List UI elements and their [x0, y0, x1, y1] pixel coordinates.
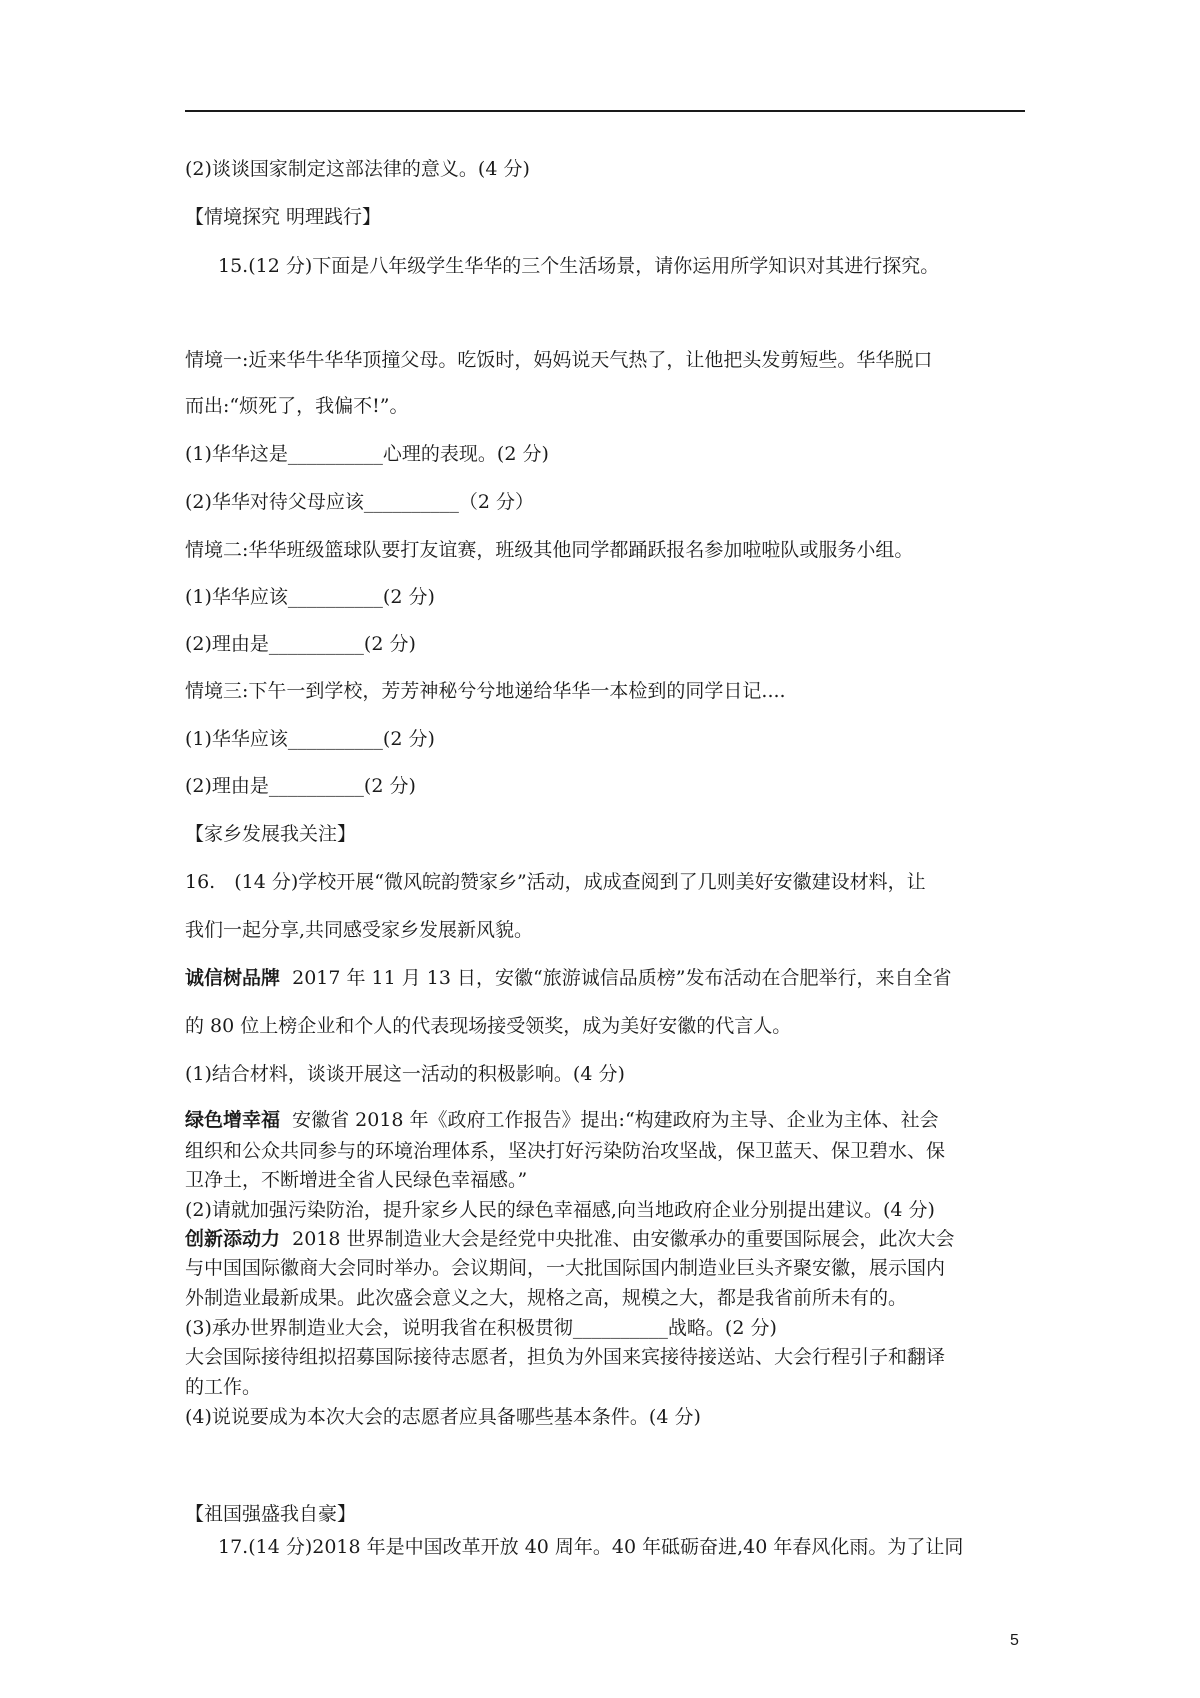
- q16-sub2: (2)请就加强污染防治，提升家乡人民的绿色幸福感,向当地政府企业分别提出建议。(4 分): [185, 1199, 935, 1221]
- q16-stem-line2: 我们一起分享,共同感受家乡发展新风貌。: [185, 919, 534, 941]
- material-4-line1: 大会国际接待组拟招募国际接待志愿者，担负为外国来宾接待接送站、大会行程引子和翻译: [185, 1346, 946, 1368]
- material-1-line2: 的 80 位上榜企业和个人的代表现场接受领奖，成为美好安徽的代言人。: [185, 1015, 792, 1037]
- material-2-line2: 组织和公众共同参与的环境治理体系，坚决打好污染防治攻坚战，保卫蓝天、保卫碧水、保: [185, 1140, 946, 1162]
- q16-sub1: (1)结合材料，谈谈开展这一活动的积极影响。(4 分): [185, 1063, 625, 1085]
- section-heading-motherland: 【祖国强盛我自豪】: [185, 1503, 357, 1525]
- section-heading-hometown: 【家乡发展我关注】: [185, 823, 357, 845]
- material-1-line1: 诚信树品牌 2017 年 11 月 13 日，安徽“旅游诚信品质榜”发布活动在合肥举行，来自全省: [185, 967, 952, 989]
- material-4-line2: 的工作。: [185, 1376, 262, 1398]
- header-rule: [185, 110, 1025, 112]
- material-2-keyword: 绿色增幸福: [185, 1109, 281, 1131]
- q16-sub4: (4)说说要成为本次大会的志愿者应具备哪些基本条件。(4 分): [185, 1406, 701, 1428]
- situation-2-q2: (2)理由是__________(2 分): [185, 633, 416, 655]
- page-number: 5: [1010, 1632, 1019, 1649]
- q16-stem-line1: 16. (14 分)学校开展“微风皖韵赞家乡”活动，成成查阅到了几则美好安徽建设材料，让: [185, 871, 926, 893]
- q16-sub3: (3)承办世界制造业大会，说明我省在积极贯彻__________战略。(2 分): [185, 1317, 777, 1339]
- situation-2-q1: (1)华华应该__________(2 分): [185, 586, 435, 608]
- q15-stem: 15.(12 分)下面是八年级学生华华的三个生活场景，请你运用所学知识对其进行探究。: [218, 255, 940, 277]
- situation-3-q2: (2)理由是__________(2 分): [185, 775, 416, 797]
- material-1-keyword: 诚信树品牌: [185, 967, 281, 989]
- situation-1-line2: 而出:“烦死了，我偏不!”。: [185, 395, 409, 417]
- section-heading-situation: 【情境探究 明理践行】: [185, 206, 382, 228]
- situation-2: 情境二:华华班级篮球队要打友谊赛，班级其他同学都踊跃报名参加啦啦队或服务小组。: [185, 539, 914, 561]
- material-2-line3: 卫净土，不断增进全省人民绿色幸福感。”: [185, 1169, 528, 1191]
- situation-1-q1: (1)华华这是__________心理的表现。(2 分): [185, 443, 549, 465]
- situation-1-q2: (2)华华对待父母应该__________（2 分）: [185, 491, 535, 513]
- material-3-line1: 创新添动力 2018 世界制造业大会是经党中央批准、由安徽承办的重要国际展会，此次大会: [185, 1228, 955, 1250]
- material-3-keyword: 创新添动力: [185, 1228, 281, 1250]
- situation-1-line1: 情境一:近来华牛华华顶撞父母。吃饭时，妈妈说天气热了，让他把头发剪短些。华华脱口: [185, 349, 933, 371]
- situation-3-q1: (1)华华应该__________(2 分): [185, 728, 435, 750]
- material-3-line2: 与中国国际徽商大会同时举办。会议期间，一大批国际国内制造业巨头齐聚安徽，展示国内: [185, 1257, 946, 1279]
- q14-sub2: (2)谈谈国家制定这部法律的意义。(4 分): [185, 158, 530, 180]
- material-2-line1: 绿色增幸福 安徽省 2018 年《政府工作报告》提出:“构建政府为主导、企业为主体、社会: [185, 1109, 939, 1131]
- material-3-line3: 外制造业最新成果。此次盛会意义之大，规格之高，规模之大，都是我省前所未有的。: [185, 1287, 908, 1309]
- situation-3: 情境三:下午一到学校，芳芳神秘兮兮地递给华华一本检到的同学日记....: [185, 680, 786, 702]
- q17-stem: 17.(14 分)2018 年是中国改革开放 40 周年。40 年砥砺奋进,40 年春风化雨。为了让同: [218, 1536, 964, 1558]
